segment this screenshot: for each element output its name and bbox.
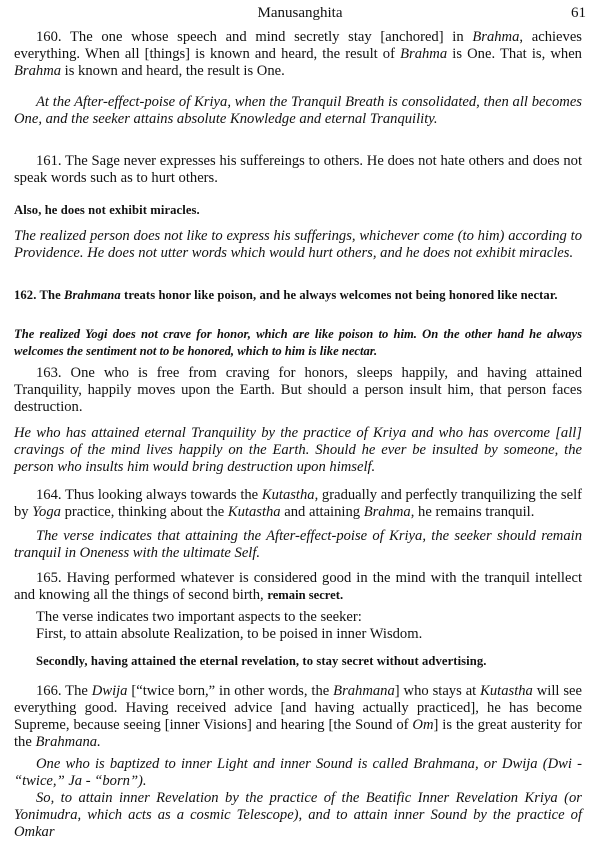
commentary-166-b: So, to attain inner Revelation by the practice of the Beatific Inner Revelation Kriya (or Yonimudra, which acts as a cosmic Telescope), and to attain inner Sound by the practice of Omkar: [14, 790, 582, 840]
verse-166: 166. The Dwija [“twice born,” in other words, the Brahmana] who stays at Kutastha will see everything good. Having received advice [and having actually practiced], he has become Supreme, because seeing [inner Visions] and hearing [the Sound of Om] is the great austerity for the Brahmana.: [14, 683, 583, 750]
running-header-title: Manusanghita: [257, 5, 343, 21]
verse-165-first-aspect: First, to attain absolute Realization, to be poised in inner Wisdom.: [36, 626, 423, 642]
commentary-163: He who has attained eternal Tranquility by the practice of Kriya and who has overcome [all] cravings of the mind lives happily on the Earth. Should he ever be insulted by someone, the person who insults him would bring destruction upon himself.: [14, 425, 582, 475]
commentary-162: The realized Yogi does not crave for honor, which are like poison to him. On the other hand he always welcomes the sentiment not to be honored, which to him is like nectar.: [14, 327, 582, 358]
verse-161: 161. The Sage never expresses his suffereings to others. He does not hate others and does not speak words such as to hurt others.: [14, 153, 582, 186]
commentary-164: The verse indicates that attaining the After-effect-poise of Kriya, the seeker should remain tranquil in Oneness with the ultimate Self.: [14, 528, 582, 561]
verse-164: 164. Thus looking always towards the Kutastha, gradually and perfectly tranquilizing the self by Yoga practice, thinking about the Kutastha and attaining Brahma, he remains tranquil.: [14, 487, 582, 520]
verse-165-aspects-intro: The verse indicates two important aspects to the seeker:: [36, 609, 362, 625]
verse-163: 163. One who is free from craving for honors, sleeps happily, and having attained Tranquility, happily moves upon the Earth. But should a person insult him, that person faces destruction.: [14, 365, 582, 415]
commentary-166-a: One who is baptized to inner Light and inner Sound is called Brahmana, or Dwija (Dwi - “twice,” Ja - “born”).: [14, 756, 582, 789]
page-number: 61: [571, 5, 586, 21]
commentary-161: The realized person does not like to express his sufferings, whichever come (to him) according to Providence. He does not utter words which would hurt others, and he does not exhibit miracles.: [14, 228, 582, 261]
verse-162: 162. The Brahmana treats honor like poison, and he always welcomes not being honored like nectar.: [14, 288, 558, 302]
verse-165-second-aspect: Secondly, having attained the eternal revelation, to stay secret without advertising.: [36, 654, 487, 668]
verse-160: 160. The one whose speech and mind secretly stay [anchored] in Brahma, achieves everything. When all [things] is known and heard, the result of Brahma is One. That is, when Brahma is known and heard, the result is One.: [14, 29, 582, 79]
verse-165: 165. Having performed whatever is considered good in the mind with the tranquil intellect and knowing all the things of second birth, remain secret.: [14, 570, 582, 603]
verse-161-bold-line: Also, he does not exhibit miracles.: [14, 203, 200, 217]
commentary-160: At the After-effect-poise of Kriya, when the Tranquil Breath is consolidated, then all becomes One, and the seeker attains absolute Knowledge and eternal Tranquility.: [14, 94, 582, 127]
